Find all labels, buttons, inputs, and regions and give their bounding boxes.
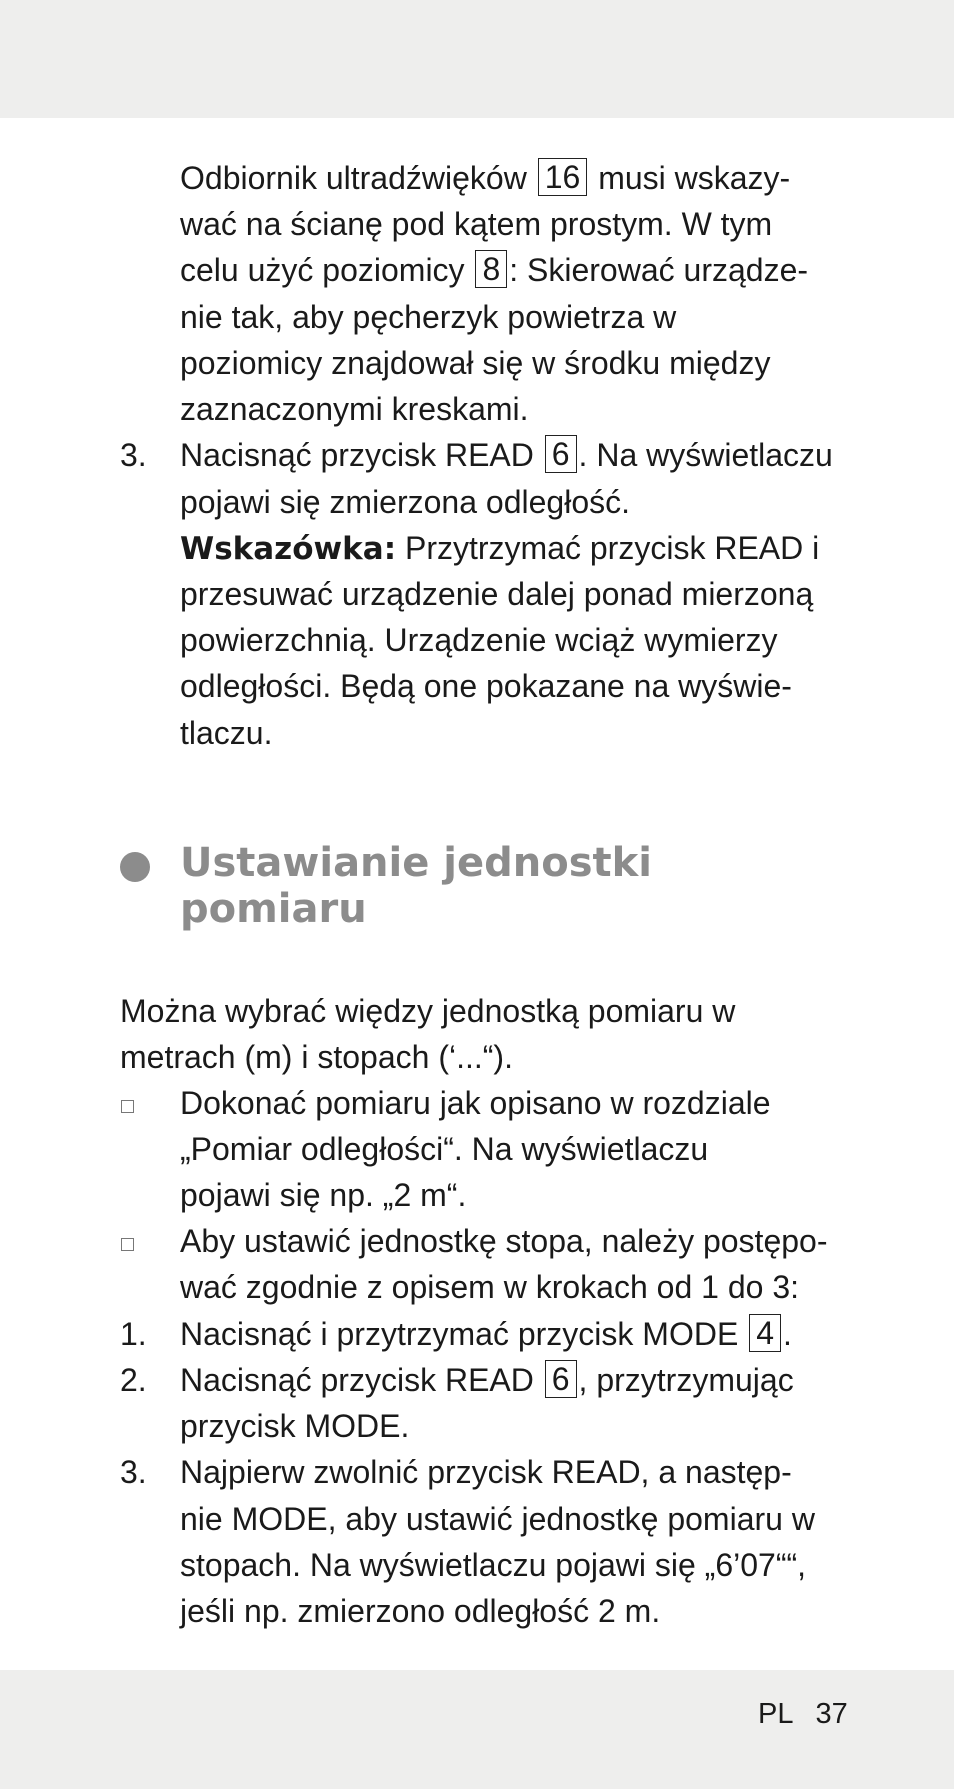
part-number-box: 4 [749,1314,781,1352]
text-line: przycisk MODE. [180,1408,410,1444]
top-margin-band [0,0,954,118]
text-line: poziomicy znajdował się w środku między [180,345,771,381]
step-number: 3. [120,1454,147,1490]
language-code: PL [758,1698,794,1730]
text-line: metrach (m) i stopach (‘...“). [120,1039,513,1075]
step-number: 3. [120,437,147,473]
heading-line: pomiaru [180,886,367,932]
text-line [180,1311,792,1357]
text-span: Nacisnąć i przytrzymać przycisk MODE [180,1316,739,1352]
text-line: jeśli np. zmierzono odległość 2 m. [180,1593,661,1629]
text-line: nie MODE, aby ustawić jednostkę pomiaru w [180,1501,815,1537]
text-span: musi wskazy- [598,160,791,196]
text-line: stopach. Na wyświetlaczu pojawi się „6’07““, [180,1547,807,1583]
text-line: Można wybrać więdzy jednostką pomiaru w [120,993,736,1029]
text-line [180,1357,794,1403]
text-line: wać na ścianę pod kątem prostym. W tym [180,206,773,242]
text-line: odległości. Będą one pokazane na wyświe- [180,668,792,704]
text-line: pojawi się np. „2 m“. [180,1177,467,1213]
text-line: powierzchnią. Urządzenie wciąż wymierzy [180,622,778,658]
text-span: Przytrzymać przycisk READ i [404,530,820,566]
text-span: . Na wyświetlaczu [578,437,833,473]
step-number: 1. [120,1316,147,1352]
text-line: pojawi się zmierzona odległość. [180,484,630,520]
text-span: Odbiornik ultradźwięków [180,160,527,196]
part-number-box: 8 [475,250,507,288]
text-line: wać zgodnie z opisem w krokach od 1 do 3: [180,1269,799,1305]
text-line: „Pomiar odległości“. Na wyświetlaczu [180,1131,709,1167]
text-line: Aby ustawić jednostkę stopa, należy postępo- [180,1223,828,1259]
text-line: Najpierw zwolnić przycisk READ, a następ- [180,1454,792,1490]
text-line: tlaczu. [180,715,273,751]
part-number-box: 6 [545,1360,577,1398]
page-number: 37 [815,1698,848,1730]
checkbox-bullet-icon [121,1100,134,1113]
text-span: celu użyć poziomicy [180,252,465,288]
text-span: Nacisnąć przycisk READ [180,1362,534,1398]
part-number-box: 6 [545,435,577,473]
text-line: nie tak, aby pęcherzyk powietrza w [180,299,677,335]
section-heading [180,840,652,932]
hint-label: Wskazówka: [180,531,397,567]
text-line [180,432,833,478]
text-line: Dokonać pomiaru jak opisano w rozdziale [180,1085,771,1121]
part-number-box: 16 [538,158,588,196]
text-line: przesuwać urządzenie dalej ponad mierzoną [180,576,814,612]
text-span: , przytrzymując [578,1362,794,1398]
text-span: Nacisnąć przycisk READ [180,437,534,473]
text-line [180,155,790,201]
text-span: . [782,1316,792,1352]
heading-bullet-icon [120,852,150,882]
text-line: zaznaczonymi kreskami. [180,391,529,427]
checkbox-bullet-icon [121,1238,134,1251]
text-line [180,247,808,293]
text-span: : Skierować urządze- [509,252,809,288]
heading-line: Ustawianie jednostki [180,840,652,886]
page-footer [758,1694,848,1734]
text-line [180,525,819,572]
step-number: 2. [120,1362,147,1398]
